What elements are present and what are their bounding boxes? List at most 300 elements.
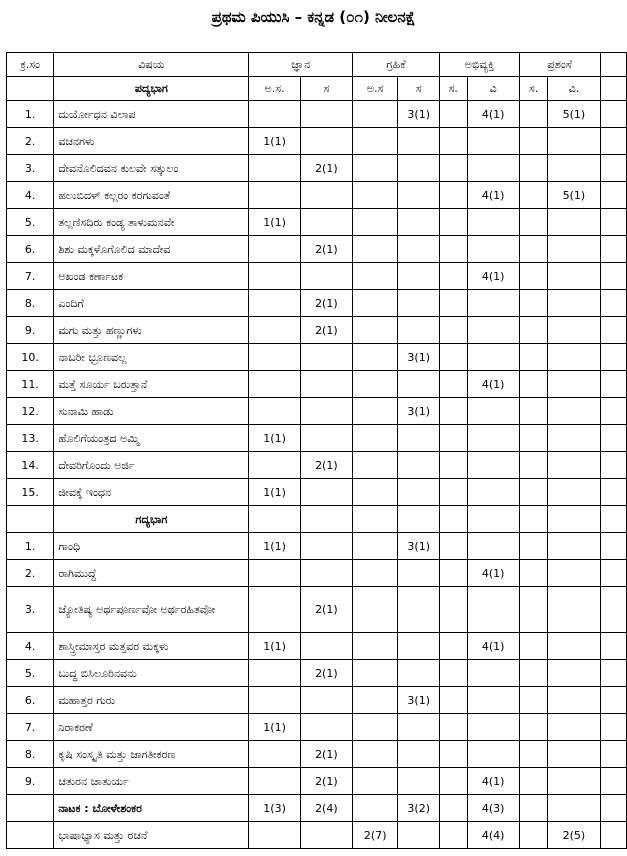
row-number: 4. — [7, 633, 54, 660]
mark-cell — [467, 452, 519, 479]
bhasha-row — [7, 822, 627, 849]
row-number: 2. — [7, 560, 54, 587]
empty-cell — [600, 452, 626, 479]
mark-cell — [467, 687, 519, 714]
mark-cell — [548, 371, 600, 398]
mark-cell — [467, 155, 519, 182]
row-number: 15. — [7, 479, 54, 506]
row-subject: ಜ್ಯೋತಿಷ್ಯ ಅರ್ಥಪೂರ್ಣವೋ ಅರ್ಥರಹಿತವೋ — [54, 587, 249, 633]
mark-cell: 4(3) — [467, 795, 519, 822]
mark-cell — [467, 587, 519, 633]
mark-cell — [519, 425, 548, 452]
empty-cell — [600, 317, 626, 344]
mark-cell: 2(1) — [300, 741, 352, 768]
row-number: 10. — [7, 344, 54, 371]
mark-cell — [519, 290, 548, 317]
subheader-cell: ಅ.ಸ. — [249, 77, 300, 101]
mark-cell — [548, 560, 600, 587]
mark-cell — [519, 209, 548, 236]
mark-cell: 2(1) — [300, 155, 352, 182]
mark-cell — [439, 425, 467, 452]
row-subject: ದೇವರಿಗೊಂದು ಅರ್ಜಿ — [54, 452, 249, 479]
mark-cell — [300, 822, 352, 849]
mark-cell — [467, 398, 519, 425]
mark-cell — [548, 425, 600, 452]
empty-cell — [600, 660, 626, 687]
mark-cell — [519, 317, 548, 344]
mark-cell — [439, 128, 467, 155]
empty-cell — [600, 506, 626, 533]
section-label-padya: ಪದ್ಯಭಾಗ — [54, 77, 249, 101]
mark-cell — [249, 687, 300, 714]
empty-cell — [600, 182, 626, 209]
mark-cell — [548, 128, 600, 155]
mark-cell — [548, 236, 600, 263]
mark-cell — [353, 533, 398, 560]
empty-cell — [600, 587, 626, 633]
row-subject: ಜೀವಕ್ಕೆ ಇಂಧನ — [54, 479, 249, 506]
table-row — [7, 741, 627, 768]
row-number: 9. — [7, 317, 54, 344]
mark-cell: 4(1) — [467, 182, 519, 209]
mark-cell — [398, 128, 440, 155]
subheader-row — [7, 77, 627, 101]
mark-cell — [249, 560, 300, 587]
mark-cell: 1(1) — [249, 533, 300, 560]
mark-cell — [300, 182, 352, 209]
subheader-cell: ಸ. — [519, 77, 548, 101]
mark-cell — [439, 290, 467, 317]
mark-cell — [519, 128, 548, 155]
row-number: 1. — [7, 101, 54, 128]
mark-cell — [353, 425, 398, 452]
empty-cell — [600, 560, 626, 587]
header-group: ಜ್ಞಾನ — [249, 53, 353, 77]
mark-cell — [439, 587, 467, 633]
row-subject: ನಾಬರೀ ಭ್ರೂಣವಲ್ಲ — [54, 344, 249, 371]
mark-cell: 1(1) — [249, 209, 300, 236]
empty-cell — [353, 506, 398, 533]
mark-cell — [548, 687, 600, 714]
mark-cell — [439, 533, 467, 560]
table-row — [7, 768, 627, 795]
mark-cell — [353, 371, 398, 398]
mark-cell: 4(4) — [467, 822, 519, 849]
mark-cell — [548, 795, 600, 822]
mark-cell — [519, 344, 548, 371]
row-number: 5. — [7, 660, 54, 687]
mark-cell — [439, 741, 467, 768]
mark-cell — [353, 479, 398, 506]
mark-cell: 3(2) — [398, 795, 440, 822]
mark-cell — [300, 371, 352, 398]
empty-cell — [600, 209, 626, 236]
row-number: 7. — [7, 263, 54, 290]
row-number: 9. — [7, 768, 54, 795]
mark-cell: 1(1) — [249, 714, 300, 741]
mark-cell — [249, 101, 300, 128]
mark-cell — [519, 822, 548, 849]
row-number: 2. — [7, 128, 54, 155]
mark-cell — [467, 479, 519, 506]
table-row — [7, 155, 627, 182]
mark-cell — [353, 741, 398, 768]
empty-cell — [600, 77, 626, 101]
table-row — [7, 687, 627, 714]
mark-cell: 1(1) — [249, 425, 300, 452]
row-number: 6. — [7, 236, 54, 263]
mark-cell — [439, 633, 467, 660]
mark-cell — [519, 452, 548, 479]
mark-cell — [467, 290, 519, 317]
mark-cell — [249, 317, 300, 344]
table-row — [7, 290, 627, 317]
row-subject: ಗಾಂಧಿ — [54, 533, 249, 560]
mark-cell — [300, 398, 352, 425]
mark-cell — [300, 128, 352, 155]
mark-cell — [467, 425, 519, 452]
mark-cell — [467, 209, 519, 236]
mark-cell — [300, 714, 352, 741]
subheader-cell: ಅ.ಸ — [353, 77, 398, 101]
mark-cell — [439, 452, 467, 479]
empty-cell — [439, 506, 467, 533]
nataka-row — [7, 795, 627, 822]
mark-cell — [439, 236, 467, 263]
mark-cell — [548, 714, 600, 741]
mark-cell — [353, 587, 398, 633]
table-row — [7, 101, 627, 128]
mark-cell — [398, 479, 440, 506]
row-subject: ದೇವನೊಲಿದವನ ಕುಲವೇ ಸತ್ಕುಲಂ — [54, 155, 249, 182]
mark-cell — [398, 822, 440, 849]
table-row — [7, 660, 627, 687]
mark-cell — [519, 479, 548, 506]
mark-cell: 5(1) — [548, 101, 600, 128]
mark-cell — [467, 714, 519, 741]
mark-cell — [467, 660, 519, 687]
mark-cell — [353, 317, 398, 344]
mark-cell — [353, 795, 398, 822]
empty-cell — [600, 633, 626, 660]
mark-cell — [519, 587, 548, 633]
mark-cell — [519, 101, 548, 128]
mark-cell — [439, 768, 467, 795]
mark-cell: 1(3) — [249, 795, 300, 822]
mark-cell — [519, 741, 548, 768]
empty-cell — [600, 687, 626, 714]
section-row — [7, 506, 627, 533]
subheader-cell: ಸ — [398, 77, 440, 101]
mark-cell — [398, 714, 440, 741]
mark-cell — [300, 101, 352, 128]
row-subject: ದುರ್ಯೋಧನ ವಿಲಾಪ — [54, 101, 249, 128]
mark-cell — [548, 155, 600, 182]
mark-cell — [467, 741, 519, 768]
mark-cell — [439, 317, 467, 344]
mark-cell — [439, 155, 467, 182]
mark-cell: 1(1) — [249, 128, 300, 155]
mark-cell: 3(1) — [398, 101, 440, 128]
mark-cell — [249, 768, 300, 795]
mark-cell — [519, 714, 548, 741]
mark-cell — [439, 479, 467, 506]
empty-cell — [600, 263, 626, 290]
mark-cell — [249, 371, 300, 398]
empty-cell — [467, 506, 519, 533]
mark-cell — [353, 236, 398, 263]
mark-cell — [249, 290, 300, 317]
mark-cell — [519, 795, 548, 822]
mark-cell — [398, 317, 440, 344]
mark-cell — [249, 182, 300, 209]
mark-cell: 3(1) — [398, 687, 440, 714]
mark-cell — [398, 741, 440, 768]
empty-cell — [600, 714, 626, 741]
row-subject: ಮಗು ಮತ್ತು ಹಣ್ಣುಗಳು — [54, 317, 249, 344]
table-row — [7, 714, 627, 741]
empty-cell — [600, 425, 626, 452]
mark-cell — [353, 660, 398, 687]
row-subject: ಚತುರನ ಚಾತುರ್ಯ — [54, 768, 249, 795]
mark-cell: 5(1) — [548, 182, 600, 209]
row-number: 6. — [7, 687, 54, 714]
row-subject: ಹಲುಬಿದಳ್ ಕಲ್ಲರಂ ಕರಗುವಂತೆ — [54, 182, 249, 209]
mark-cell — [300, 263, 352, 290]
mark-cell — [353, 344, 398, 371]
mark-cell — [398, 236, 440, 263]
row-subject: ತಲ್ಲಣಿಸದಿರು ಕಂಡ್ಯ ತಾಳುಮನವೇ — [54, 209, 249, 236]
mark-cell — [249, 344, 300, 371]
mark-cell — [439, 714, 467, 741]
mark-cell — [398, 155, 440, 182]
mark-cell: 2(1) — [300, 452, 352, 479]
mark-cell — [398, 660, 440, 687]
mark-cell — [548, 209, 600, 236]
mark-cell — [439, 182, 467, 209]
mark-cell — [398, 560, 440, 587]
table-row — [7, 128, 627, 155]
empty-cell — [600, 236, 626, 263]
table-row — [7, 263, 627, 290]
empty-cell — [600, 822, 626, 849]
mark-cell — [353, 768, 398, 795]
subheader-cell: ಸ. — [439, 77, 467, 101]
empty-cell — [548, 506, 600, 533]
mark-cell: 3(1) — [398, 344, 440, 371]
row-subject: ಭಾಷಾಭ್ಯಾಸ ಮತ್ತು ರಚನೆ — [54, 822, 249, 849]
mark-cell: 2(1) — [300, 587, 352, 633]
row-subject: ರಾಗಿಮುದ್ದೆ — [54, 560, 249, 587]
mark-cell: 1(1) — [249, 633, 300, 660]
mark-cell: 4(1) — [467, 560, 519, 587]
row-subject: ನಾಟಕ : ಬೋಳೇಶಂಕರ — [54, 795, 249, 822]
table-row — [7, 560, 627, 587]
empty-cell — [519, 506, 548, 533]
mark-cell — [398, 290, 440, 317]
table-row — [7, 236, 627, 263]
mark-cell — [519, 687, 548, 714]
mark-cell — [439, 263, 467, 290]
empty-cell — [7, 795, 54, 822]
mark-cell: 4(1) — [467, 371, 519, 398]
mark-cell — [439, 822, 467, 849]
row-number: 14. — [7, 452, 54, 479]
subheader-cell: ವಿ — [467, 77, 519, 101]
mark-cell: 2(1) — [300, 768, 352, 795]
mark-cell: 4(1) — [467, 633, 519, 660]
mark-cell — [548, 587, 600, 633]
empty-cell — [600, 155, 626, 182]
mark-cell — [249, 236, 300, 263]
row-subject: ಎಂದಿಗೆ — [54, 290, 249, 317]
mark-cell — [300, 560, 352, 587]
header-group: ಗ್ರಹಿಕೆ — [353, 53, 440, 77]
mark-cell: 4(1) — [467, 101, 519, 128]
mark-cell — [467, 236, 519, 263]
empty-cell — [398, 506, 440, 533]
mark-cell — [353, 128, 398, 155]
table-row — [7, 633, 627, 660]
mark-cell — [439, 660, 467, 687]
mark-cell — [249, 155, 300, 182]
mark-cell — [353, 182, 398, 209]
row-number: 3. — [7, 155, 54, 182]
mark-cell — [548, 633, 600, 660]
mark-cell — [519, 633, 548, 660]
subheader-cell: ಸ — [300, 77, 352, 101]
mark-cell — [249, 741, 300, 768]
mark-cell — [548, 290, 600, 317]
mark-cell — [398, 587, 440, 633]
mark-cell: 2(5) — [548, 822, 600, 849]
mark-cell — [467, 344, 519, 371]
mark-cell — [519, 398, 548, 425]
table-row — [7, 587, 627, 633]
table-row — [7, 182, 627, 209]
mark-cell — [467, 128, 519, 155]
mark-cell — [398, 452, 440, 479]
table-row — [7, 371, 627, 398]
mark-cell: 4(1) — [467, 768, 519, 795]
mark-cell — [439, 795, 467, 822]
row-subject: ಕೃಷಿ ಸಂಸ್ಕೃತಿ ಮತ್ತು ಜಾಗತೀಕರಣ — [54, 741, 249, 768]
mark-cell — [353, 687, 398, 714]
mark-cell — [548, 741, 600, 768]
mark-cell — [353, 263, 398, 290]
mark-cell — [439, 398, 467, 425]
table-row — [7, 398, 627, 425]
empty-cell — [600, 398, 626, 425]
subheader-cell: ವಿ. — [548, 77, 600, 101]
mark-cell: 2(1) — [300, 660, 352, 687]
mark-cell — [398, 182, 440, 209]
mark-cell: 2(1) — [300, 317, 352, 344]
empty-cell — [600, 290, 626, 317]
mark-cell — [398, 633, 440, 660]
mark-cell — [398, 371, 440, 398]
table-row — [7, 425, 627, 452]
empty-cell — [600, 768, 626, 795]
mark-cell — [353, 560, 398, 587]
mark-cell — [353, 452, 398, 479]
row-number: 8. — [7, 741, 54, 768]
table-row — [7, 209, 627, 236]
header-row — [7, 53, 627, 77]
header-subject: ವಿಷಯ — [54, 53, 249, 77]
row-subject: ಅಖಂಡ ಕರ್ಣಾಟಕ — [54, 263, 249, 290]
mark-cell — [548, 317, 600, 344]
mark-cell: 2(4) — [300, 795, 352, 822]
mark-cell — [519, 236, 548, 263]
empty-cell — [300, 506, 352, 533]
mark-cell — [467, 317, 519, 344]
row-subject: ಮಹಾತ್ತರ ಗುರು — [54, 687, 249, 714]
mark-cell — [300, 687, 352, 714]
mark-cell — [249, 398, 300, 425]
mark-cell — [548, 452, 600, 479]
row-number: 1. — [7, 533, 54, 560]
row-number: 4. — [7, 182, 54, 209]
mark-cell — [519, 182, 548, 209]
mark-cell: 2(7) — [353, 822, 398, 849]
header-group: ಪ್ರಶಂಸೆ — [519, 53, 600, 77]
mark-cell — [548, 344, 600, 371]
mark-cell — [548, 479, 600, 506]
row-subject: ವಚನಗಳು — [54, 128, 249, 155]
mark-cell — [548, 533, 600, 560]
row-number: 8. — [7, 290, 54, 317]
row-number: 11. — [7, 371, 54, 398]
table-row — [7, 317, 627, 344]
header-group: ಅಭಿವ್ಯಕ್ತಿ — [439, 53, 519, 77]
mark-cell — [249, 263, 300, 290]
mark-cell — [519, 660, 548, 687]
row-subject: ಬುದ್ಧ ಬಿಸಿಲೂರಿನವನು — [54, 660, 249, 687]
row-number: 13. — [7, 425, 54, 452]
mark-cell: 3(1) — [398, 398, 440, 425]
mark-cell — [439, 209, 467, 236]
empty-cell — [600, 533, 626, 560]
empty-cell — [600, 371, 626, 398]
header-sl: ಕ್ರ.ಸಂ — [7, 53, 54, 77]
mark-cell — [353, 398, 398, 425]
mark-cell — [249, 822, 300, 849]
empty-cell — [600, 128, 626, 155]
mark-cell — [519, 768, 548, 795]
mark-cell — [439, 344, 467, 371]
mark-cell — [519, 263, 548, 290]
mark-cell — [398, 768, 440, 795]
row-subject: ಮತ್ತೆ ಸೂರ್ಯ ಬರುತ್ತಾನೆ — [54, 371, 249, 398]
empty-cell — [7, 77, 54, 101]
mark-cell — [548, 768, 600, 795]
mark-cell — [398, 425, 440, 452]
row-number: 3. — [7, 587, 54, 633]
mark-cell — [548, 660, 600, 687]
row-subject: ಸುನಾಮಿ ಹಾಡು — [54, 398, 249, 425]
mark-cell — [519, 371, 548, 398]
empty-cell — [600, 741, 626, 768]
empty-cell — [7, 822, 54, 849]
mark-cell — [467, 533, 519, 560]
mark-cell — [439, 560, 467, 587]
mark-cell — [353, 633, 398, 660]
mark-cell: 2(1) — [300, 236, 352, 263]
blueprint-table — [6, 52, 627, 849]
mark-cell — [249, 452, 300, 479]
table-row — [7, 344, 627, 371]
